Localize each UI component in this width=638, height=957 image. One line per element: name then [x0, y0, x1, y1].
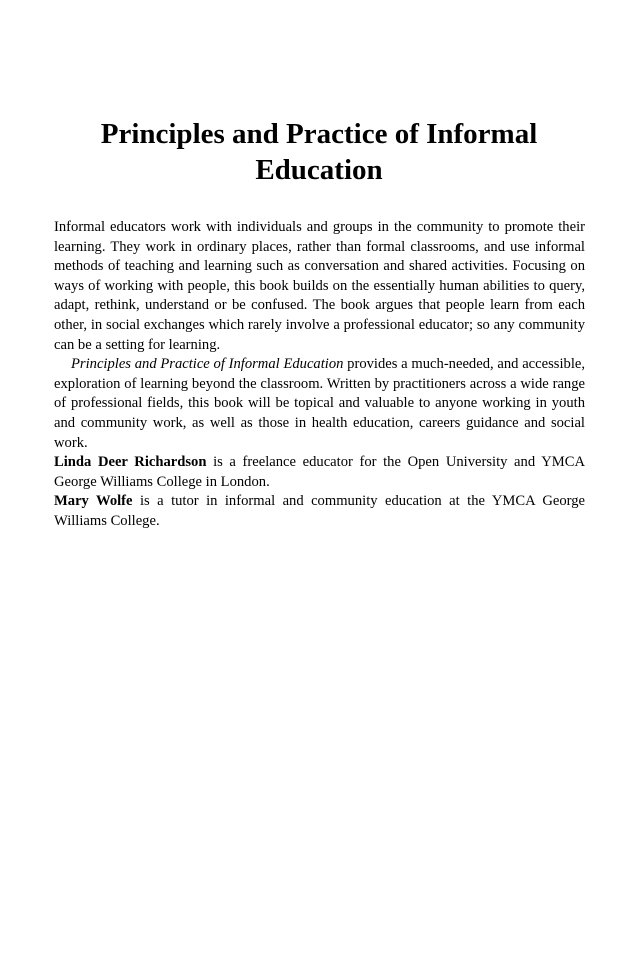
blurb-paragraph-2-text: provides a much-needed, and accessible, exploration of learning beyond the classroom. Written by practitioners across a wide range of professional fields, this book will be topical and valuable to anyone working in youth and community work, as well as those in health education, careers guidance and social work. [54, 356, 586, 451]
blurb-paragraph-1: Informal educators work with individuals and groups in the community to promote their learning. They work in ordinary places, rather than formal classrooms, and use informal methods of teaching and learning such as conversation and shared activities. Focusing on ways of working with people, this book builds on the essentially human abilities to query, adapt, rethink, understand or be confused. The book argues that people learn from each other, in social exchanges which rarely involve a professional educator; so any community can be a setting for learning. [54, 219, 585, 353]
book-title-line-1: Principles and Practice of Informal [100, 118, 538, 150]
book-title [70, 116, 568, 188]
author-bio-text-2: is a tutor in informal and community education at the YMCA George Williams College. [54, 493, 585, 529]
book-title-line-2: Education [255, 154, 383, 186]
author-name-1: Linda Deer Richardson [54, 454, 207, 471]
author-bio-text-1: is a freelance educator for the Open University and YMCA George Williams College in London. [54, 454, 585, 490]
author-bio-1 [54, 453, 585, 492]
author-bio-2 [54, 492, 585, 531]
blurb-text [54, 218, 585, 532]
book-title-reference: Principles and Practice of Informal Education [71, 356, 344, 373]
blurb-paragraph-2 [54, 355, 585, 453]
author-name-2: Mary Wolfe [54, 493, 133, 510]
